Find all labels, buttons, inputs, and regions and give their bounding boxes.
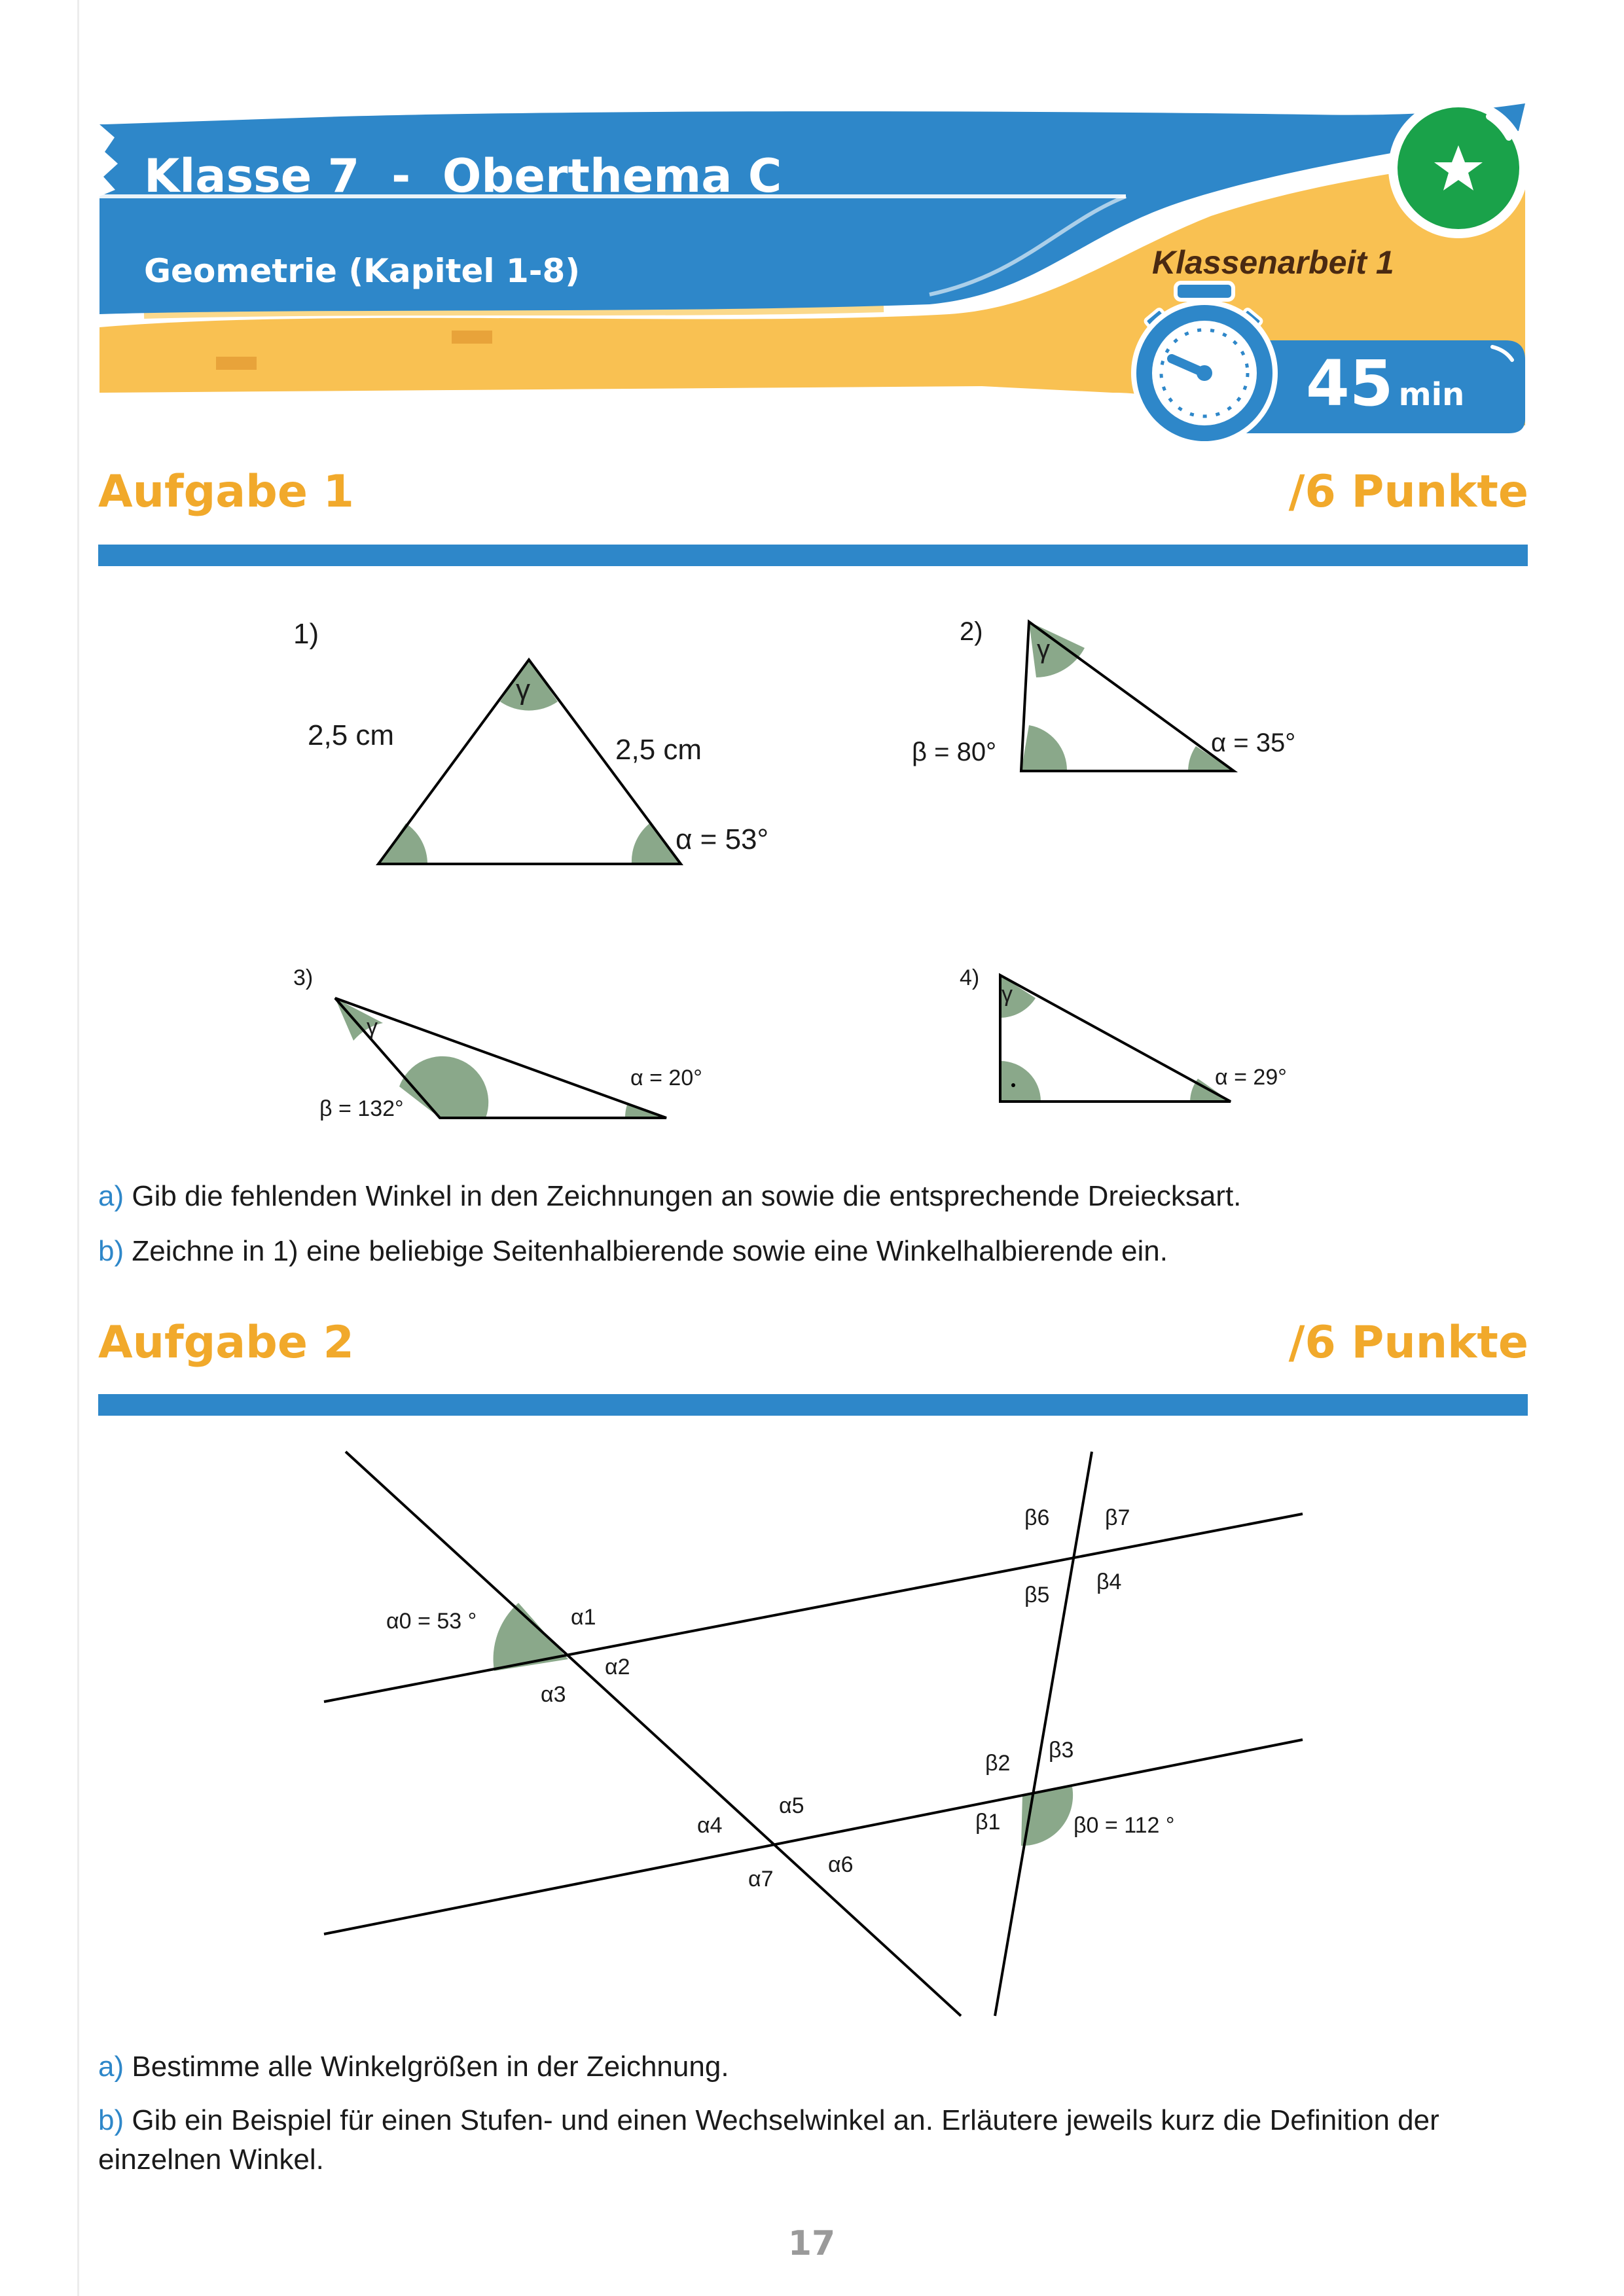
task-label: a) xyxy=(98,1180,124,1212)
fig2-gamma: γ xyxy=(1037,635,1050,664)
angle-alpha1: α1 xyxy=(571,1605,596,1630)
angle-beta4: β4 xyxy=(1096,1570,1122,1594)
fig2-beta: β = 80° xyxy=(912,738,997,766)
angle-alpha2: α2 xyxy=(605,1655,630,1679)
fig3-gamma: γ xyxy=(367,1014,378,1039)
aufgabe2-points: /6 Punkte xyxy=(1288,1317,1528,1369)
aufgabe1-title: Aufgabe 1 xyxy=(98,466,354,518)
aufgabe2-figure xyxy=(0,1440,1624,2042)
task-text: Gib die fehlenden Winkel in den Zeichnungen an sowie die entsprechende Dreiecksart. xyxy=(132,1180,1242,1212)
fig4-alpha: α = 29° xyxy=(1215,1065,1287,1090)
page-title: Klasse 7 - Oberthema C xyxy=(144,149,782,203)
angle-alpha5: α5 xyxy=(779,1793,804,1818)
fig3-label: 3) xyxy=(293,965,314,990)
aufgabe1-figures xyxy=(0,589,1624,1165)
aufgabe1-points: /6 Punkte xyxy=(1288,466,1528,518)
task-text: Zeichne in 1) eine beliebige Seitenhalbierende sowie eine Winkelhalbierende ein. xyxy=(132,1235,1168,1267)
fig2-label: 2) xyxy=(960,617,983,646)
angle-alpha3: α3 xyxy=(541,1682,566,1707)
angle-beta6: β6 xyxy=(1024,1505,1050,1530)
fig3-alpha: α = 20° xyxy=(630,1066,702,1090)
task-label: a) xyxy=(98,2051,124,2083)
exam-label: Klassenarbeit 1 xyxy=(1152,244,1394,281)
angle-alpha0: α0 = 53 ° xyxy=(386,1609,477,1634)
angle-beta5: β5 xyxy=(1024,1583,1050,1607)
angle-alpha6: α6 xyxy=(828,1852,854,1877)
fig4-gamma: γ xyxy=(1001,982,1013,1007)
fig1-alpha: α = 53° xyxy=(676,823,769,855)
aufgabe2-title: Aufgabe 2 xyxy=(98,1317,354,1369)
task-label: b) xyxy=(98,1235,124,1267)
angle-beta0: β0 = 112 ° xyxy=(1074,1813,1175,1838)
aufgabe1-divider xyxy=(98,545,1528,566)
angle-alpha4: α4 xyxy=(697,1813,723,1838)
fig4-label: 4) xyxy=(960,965,980,990)
fig1-gamma: γ xyxy=(516,673,530,706)
angle-beta2: β2 xyxy=(985,1751,1011,1776)
aufgabe1-task-b xyxy=(98,1232,1532,1271)
time-unit: min xyxy=(1398,376,1465,413)
fig1-label: 1) xyxy=(293,618,319,650)
line-upper-parallel xyxy=(324,1514,1303,1702)
aufgabe1-task-a xyxy=(98,1177,1532,1216)
line-diagonal xyxy=(346,1452,961,2016)
time-value: 45 xyxy=(1306,347,1394,420)
aufgabe2-task-a xyxy=(98,2047,1532,2087)
fig1-side-left: 2,5 cm xyxy=(308,719,395,751)
task-text: Gib ein Beispiel für einen Stufen- und einen Wechselwinkel an. Erläutere jeweils kurz die Definition der einzelnen Winkel. xyxy=(98,2104,1439,2176)
angle-alpha7: α7 xyxy=(748,1867,774,1892)
fig1-side-right: 2,5 cm xyxy=(615,734,702,766)
page-number: 17 xyxy=(787,2224,836,2263)
fig2-alpha: α = 35° xyxy=(1211,728,1296,757)
task-text: Bestimme alle Winkelgrößen in der Zeichnung. xyxy=(132,2051,729,2083)
task-label: b) xyxy=(98,2104,124,2136)
angle-beta1: β1 xyxy=(975,1810,1001,1835)
fig3-beta: β = 132° xyxy=(319,1096,404,1121)
aufgabe2-task-b xyxy=(98,2101,1532,2179)
time-limit xyxy=(1306,347,1464,420)
angle-beta3: β3 xyxy=(1049,1738,1074,1763)
line-steep xyxy=(995,1452,1092,2016)
angle-beta7: β7 xyxy=(1105,1505,1130,1530)
aufgabe2-divider xyxy=(98,1394,1528,1416)
page-subtitle: Geometrie (Kapitel 1-8) xyxy=(144,252,581,290)
